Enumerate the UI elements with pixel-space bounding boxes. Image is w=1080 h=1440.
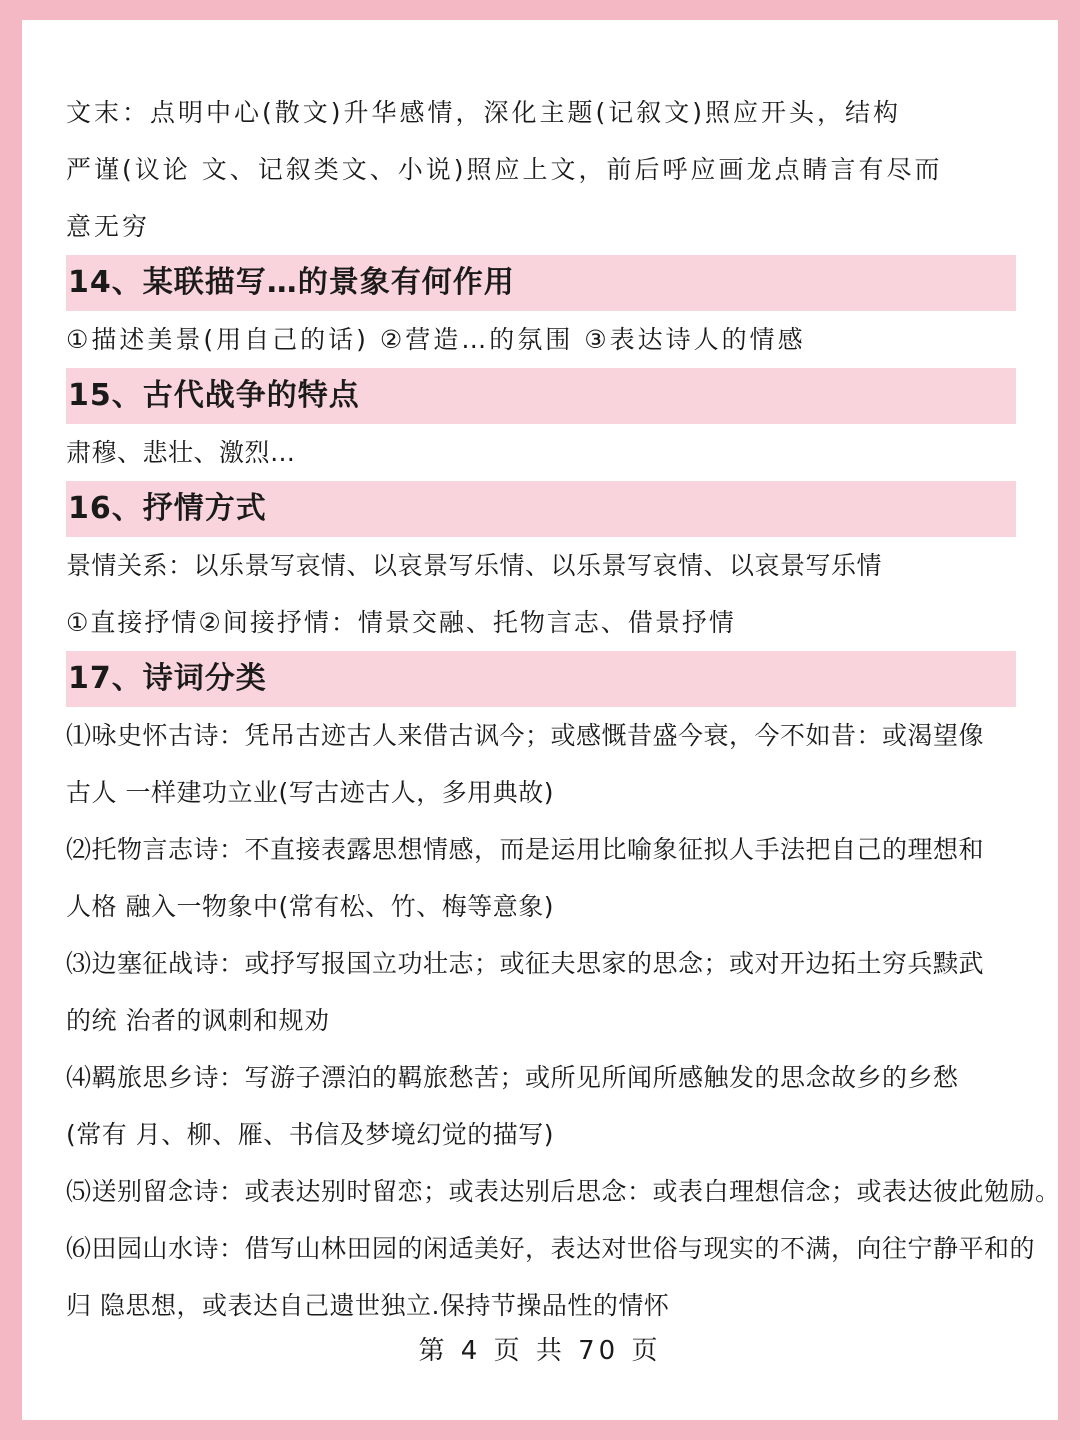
intro-line: 严谨(议论 文、记叙类文、小说)照应上文，前后呼应画龙点睛言有尽而 [66,155,943,184]
section-heading-17: 17、诗词分类 [66,651,1016,707]
poetry-category-line: ⑸送别留念诗：或表达别时留恋；或表达别后思念：或表白理想信念；或表达彼此勉励。 [66,1177,1061,1206]
page-number: 第 4 页 共 70 页 [418,1336,662,1366]
section-heading-16: 16、抒情方式 [66,481,1016,537]
poetry-category-line: ⑵托物言志诗：不直接表露思想情感，而是运用比喻象征拟人手法把自己的理想和 [66,835,985,864]
poetry-category-line: 归 隐思想，或表达自己遗世独立.保持节操品性的情怀 [66,1291,670,1320]
document-page [22,20,1061,1420]
page-border [12,10,1068,1430]
poetry-category-line: ⑴咏史怀古诗：凭吊古迹古人来借古讽今；或感慨昔盛今衰，今不如昔：或渴望像 [66,721,985,750]
section-line: ①直接抒情②间接抒情：情景交融、托物言志、借景抒情 [66,608,736,637]
poetry-category-line: (常有 月、柳、雁、书信及梦境幻觉的描写) [66,1120,554,1149]
poetry-category-line: ⑹田园山水诗：借写山林田园的闲适美好，表达对世俗与现实的不满，向往宁静平和的 [66,1234,1036,1263]
poetry-category-line: ⑷羁旅思乡诗：写游子漂泊的羁旅愁苦；或所见所闻所感触发的思念故乡的乡愁 [66,1063,959,1092]
document-content [66,84,1061,1334]
section-heading-14: 14、某联描写…的景象有何作用 [66,255,1016,311]
section-line: 景情关系：以乐景写哀情、以哀景写乐情、以乐景写哀情、以哀景写乐情 [66,551,883,580]
intro-line: 文末：点明中心(散文)升华感情，深化主题(记叙文)照应开头，结构 [66,98,902,127]
poetry-category-line: ⑶边塞征战诗：或抒写报国立功壮志；或征夫思家的思念；或对开边拓土穷兵黩武 [66,949,985,978]
section-line: ①描述美景(用自己的话) ②营造…的氛围 ③表达诗人的情感 [66,325,806,354]
poetry-category-line: 的统 治者的讽刺和规劝 [66,1006,330,1035]
intro-line: 意无穷 [66,212,151,241]
poetry-category-line: 古人 一样建功立业(写古迹古人，多用典故) [66,778,554,807]
section-line: 肃穆、悲壮、激烈… [66,438,296,467]
poetry-category-line: 人格 融入一物象中(常有松、竹、梅等意象) [66,892,554,921]
section-heading-15: 15、古代战争的特点 [66,368,1016,424]
